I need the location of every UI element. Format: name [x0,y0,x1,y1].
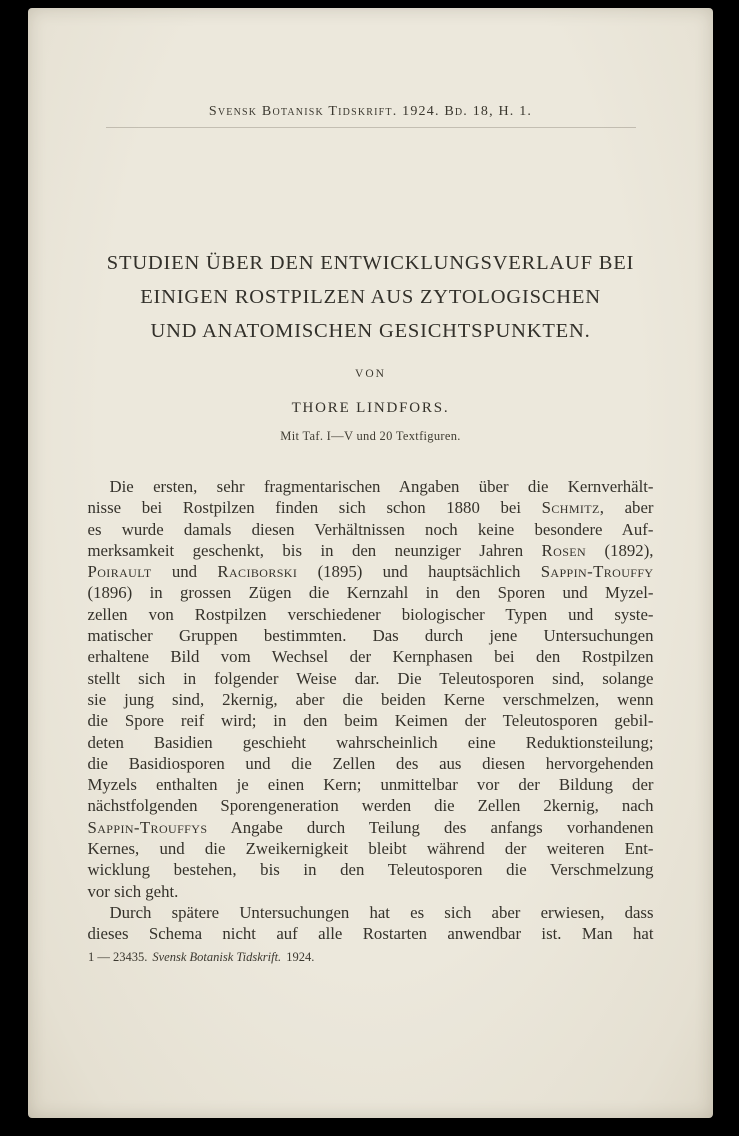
journal-page [28,8,713,1118]
body-line: erhaltene Bild vom Wechsel der Kernphasen bei den Rostpilzen [87,647,654,667]
body-line: Poirault und Raciborski (1895) und hauptsächlich Sappin-Trouffy [87,562,654,582]
article-title-line: EINIGEN ROSTPILZEN AUS ZYTOLOGISCHEN [140,286,601,308]
figures-note: Mit Taf. I—V und 20 Textfiguren. [280,429,461,443]
article-body [88,476,654,945]
author-name: THORE LINDFORS. [291,400,450,416]
body-line: es wurde damals diesen Verhältnissen noch keine besondere Auf- [87,519,654,539]
byline-prefix: VON [355,368,386,380]
body-line: zellen von Rostpilzen verschiedener biologischer Typen und syste- [87,604,654,624]
body-line: die Spore reif wird; in den beim Keimen der Teleutosporen gebil- [87,711,654,731]
body-line: wicklung bestehen, bis in den Teleutosporen die Verschmelzung [87,860,654,880]
body-line: (1896) in grossen Zügen die Kernzahl in den Sporen und Myzel- [87,583,654,603]
article-title-line: STUDIEN ÜBER DEN ENTWICKLUNGSVERLAUF BEI [106,252,635,274]
body-line: stellt sich in folgender Weise dar. Die Teleutosporen sind, solange [87,668,654,688]
article-title-line: UND ANATOMISCHEN GESICHTSPUNKTEN. [150,320,591,342]
body-line: merksamkeit geschenkt, bis in den neunziger Jahren Rosen (1892), [87,540,654,560]
body-line: nisse bei Rostpilzen finden sich schon 1880 bei Schmitz, aber [87,498,654,518]
signature-number: 1 — 23435. [88,949,148,964]
body-line: Die ersten, sehr fragmentarischen Angaben über die Kernverhält- [109,477,654,496]
body-line: Sappin-Trouffys Angabe durch Teilung des anfangs vorhandenen [87,817,654,837]
body-line: nächstfolgenden Sporengeneration werden die Zellen 2kernig, nach [87,796,654,816]
paragraph [88,476,654,902]
body-line: die Basidiosporen und die Zellen des aus diesen hervorgehenden [87,753,654,773]
body-line: sie jung sind, 2kernig, aber die beiden Kerne verschmelzen, wenn [87,689,654,709]
signature-footnote [88,950,713,965]
header-rule [106,127,636,128]
body-line: Kernes, und die Zweikernigkeit bleibt während der weiteren Ent- [87,839,654,859]
body-line: dieses Schema nicht auf alle Rostarten anwendbar ist. Man hat [87,924,654,944]
body-line: deten Basidien geschieht wahrscheinlich eine Reduktionsteilung; [87,732,654,752]
footnote-year: 1924. [286,949,315,964]
running-head: Svensk Botanisk Tidskrift. 1924. Bd. 18, H. 1. [208,104,533,119]
body-line: Myzels enthalten je einen Kern; unmittelbar vor der Bildung der [87,775,654,795]
article-title [28,246,713,348]
body-line: vor sich geht. [87,881,179,901]
footnote-journal-title: Svensk Botanisk Tidskrift. [152,949,282,964]
body-line: matischer Gruppen bestimmten. Das durch jene Untersuchungen [87,626,654,646]
body-line: Durch spätere Untersuchungen hat es sich aber erwiesen, dass [109,902,654,922]
paragraph [88,902,654,945]
